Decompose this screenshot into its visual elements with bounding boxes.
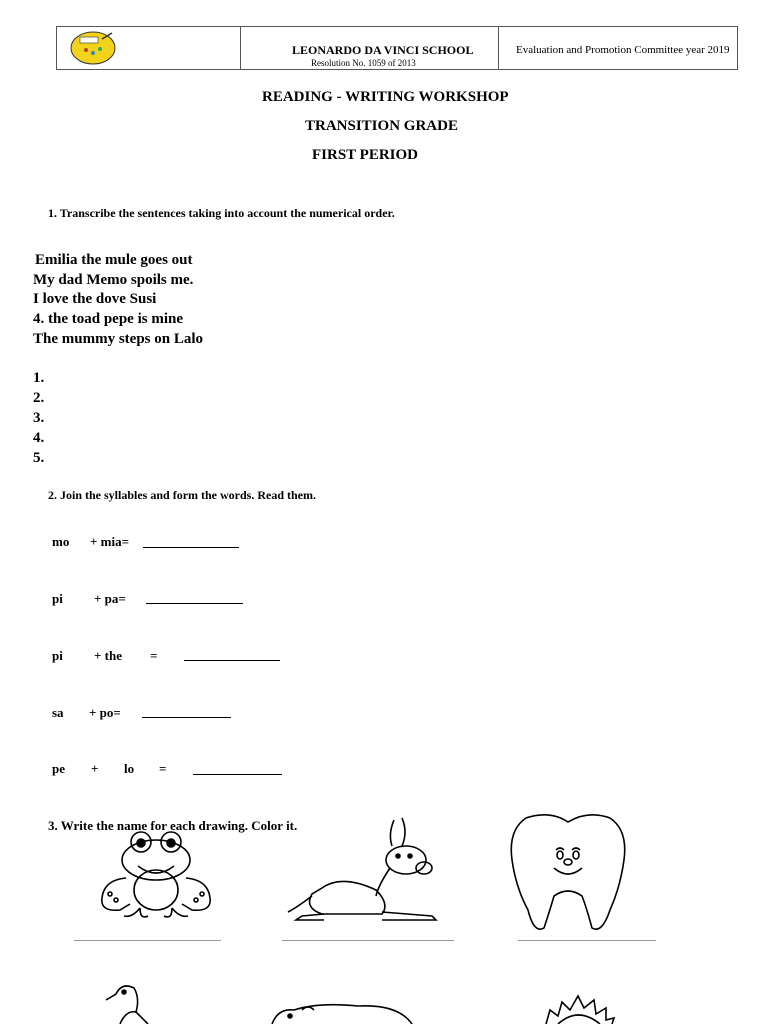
sentence-1: Emilia the mule goes out [35, 252, 193, 268]
sentence-5: The mummy steps on Lalo [33, 331, 204, 347]
sentence-4: 4. the toad pepe is mine [33, 311, 183, 327]
syllable-c: lo [124, 761, 135, 776]
bird-drawing [100, 978, 156, 1024]
answer-blank[interactable] [142, 717, 231, 718]
section2-instruction: 2. Join the syllables and form the words. Read them. [48, 488, 317, 502]
answer-blank[interactable] [184, 660, 280, 661]
answer-blank[interactable] [193, 774, 282, 775]
grade-title: TRANSITION GRADE [305, 118, 458, 134]
header-divider [498, 27, 499, 69]
drawing-answer-line[interactable] [74, 940, 221, 941]
donkey-drawing [282, 816, 446, 926]
equals-sign: = [159, 761, 167, 776]
syllable-a: mo [52, 534, 70, 549]
sun-drawing [540, 994, 618, 1024]
header-divider [240, 27, 241, 69]
syllable-b: + mia= [90, 534, 130, 549]
answer-number-4: 4. [33, 430, 45, 446]
syllable-b: + po= [89, 705, 121, 720]
sentence-3: I love the dove Susi [33, 291, 157, 307]
drawing-answer-line[interactable] [518, 940, 656, 941]
syllable-a: pi [52, 648, 63, 663]
sentence-2: My dad Memo spoils me. [33, 272, 194, 288]
tooth-drawing [506, 810, 630, 936]
syllable-b: + the [94, 648, 122, 663]
syllable-a: pe [52, 761, 65, 776]
hippo-drawing [268, 1000, 418, 1024]
resolution-number: Resolution No. 1059 of 2013 [311, 58, 416, 68]
syllable-b: + pa= [94, 591, 126, 606]
frog-drawing [96, 828, 216, 920]
committee-label: Evaluation and Promotion Committee year 2019 [516, 44, 730, 56]
answer-blank[interactable] [143, 547, 239, 548]
answer-number-3: 3. [33, 410, 45, 426]
workshop-title: READING - WRITING WORKSHOP [262, 89, 509, 105]
syllable-a: pi [52, 591, 63, 606]
answer-number-1: 1. [33, 370, 45, 386]
school-name: LEONARDO DA VINCI SCHOOL [292, 43, 474, 57]
answer-blank[interactable] [146, 603, 243, 604]
answer-number-2: 2. [33, 390, 45, 406]
section1-instruction: 1. Transcribe the sentences taking into account the numerical order. [48, 206, 395, 220]
plus-sign: + [91, 761, 99, 776]
equals-sign: = [150, 648, 158, 663]
syllable-a: sa [52, 705, 64, 720]
period-title: FIRST PERIOD [312, 147, 418, 163]
school-logo [68, 29, 118, 67]
section3-instruction: 3. Write the name for each drawing. Color it. [48, 818, 298, 833]
answer-number-5: 5. [33, 450, 45, 466]
drawing-answer-line[interactable] [282, 940, 454, 941]
